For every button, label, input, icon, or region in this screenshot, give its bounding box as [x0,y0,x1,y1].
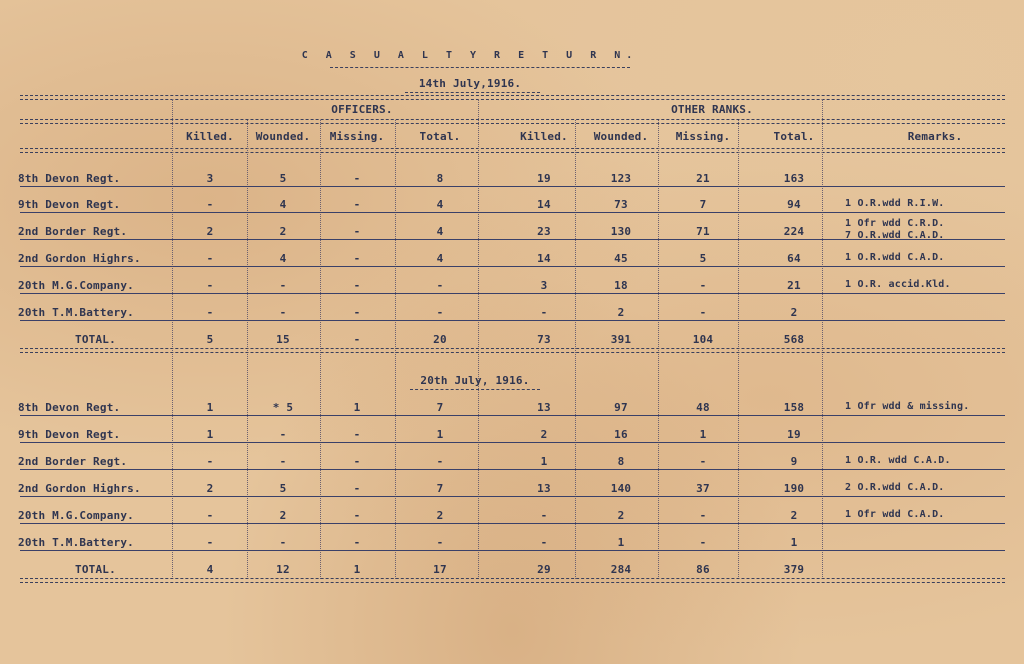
table-cell: 9 [790,455,798,468]
total-cell: 86 [696,563,710,576]
table-cell: 13 [537,482,551,495]
unit-name: 20th M.G.Company. [18,279,134,292]
table-cell: 163 [783,172,805,185]
table-cell: - [436,279,444,292]
total-cell: 73 [537,333,551,346]
document-title: C A S U A L T Y R E T U R N. [301,50,639,61]
total-cell: 17 [433,563,447,576]
unit-name: 2nd Border Regt. [18,225,128,238]
table-cell: - [353,428,361,441]
table-cell: - [353,306,361,319]
table-cell: 130 [610,225,632,238]
total-cell: 379 [783,563,805,576]
table-cell: 5 [699,252,707,265]
table-cell: - [353,225,361,238]
remarks-cell: 1 Ofr wdd C.R.D. [845,218,945,229]
row-rule [20,212,1005,213]
row-rule [20,523,1005,524]
table-cell: 19 [537,172,551,185]
col-header-remarks: Remarks. [907,130,963,143]
table-cell: 2 [206,225,214,238]
col-header-or-missing: Missing. [675,130,731,143]
total-cell: 15 [276,333,290,346]
unit-name: 9th Devon Regt. [18,428,121,441]
table-cell: 1 [540,455,548,468]
unit-name: 2nd Gordon Highrs. [18,482,141,495]
table-cell: - [353,509,361,522]
table-cell: - [436,455,444,468]
total-cell: 104 [692,333,714,346]
unit-name: 8th Devon Regt. [18,172,121,185]
unit-name: 8th Devon Regt. [18,401,121,414]
header-bottom-rule [20,148,1005,153]
unit-name: 2nd Gordon Highrs. [18,252,141,265]
table-cell: 14 [537,198,551,211]
table-cell: 7 [436,482,444,495]
table-cell: 224 [783,225,805,238]
row-rule [20,239,1005,240]
table-cell: 8 [617,455,625,468]
table-cell: 7 [436,401,444,414]
table-cell: 2 [540,428,548,441]
table-cell: 16 [614,428,628,441]
table-cell: 1 [206,428,214,441]
table-cell: - [436,536,444,549]
table-cell: 7 [699,198,707,211]
table-cell: - [353,252,361,265]
table-cell: - [699,536,707,549]
table-cell: 48 [696,401,710,414]
table-cell: * 5 [272,401,294,414]
table-cell: - [540,306,548,319]
table-cell: 94 [787,198,801,211]
header-top-rule [20,95,1005,100]
table-cell: - [353,198,361,211]
table-cell: - [353,482,361,495]
section-date-2: 20th July, 1916. [420,374,530,387]
total-cell: 4 [206,563,214,576]
total-cell: 284 [610,563,632,576]
remarks-cell: 1 O.R. wdd C.A.D. [845,455,951,466]
table-cell: 23 [537,225,551,238]
unit-name: 20th T.M.Battery. [18,536,134,549]
table-cell: 8 [436,172,444,185]
table-cell: - [353,279,361,292]
remarks-cell: 2 O.R.wdd C.A.D. [845,482,945,493]
table-cell: 21 [787,279,801,292]
table-cell: 37 [696,482,710,495]
total-cell: 29 [537,563,551,576]
table-cell: - [699,455,707,468]
table-cell: 19 [787,428,801,441]
col-header-or-wounded: Wounded. [593,130,649,143]
total-cell: 20 [433,333,447,346]
table-cell: - [206,279,214,292]
row-rule [20,496,1005,497]
table-cell: 5 [279,482,287,495]
table-cell: - [699,306,707,319]
table-cell: 3 [540,279,548,292]
group-header-rule [20,119,1005,124]
table-cell: 2 [279,509,287,522]
col-header-or-total: Total. [773,130,815,143]
date-underline-1 [405,92,540,93]
table-cell: 73 [614,198,628,211]
table-cell: 3 [206,172,214,185]
row-rule [20,469,1005,470]
remarks-cell: 7 O.R.wdd C.A.D. [845,230,945,241]
table-cell: 2 [790,306,798,319]
total-cell: - [353,333,361,346]
table-cell: 1 [617,536,625,549]
table-cell: 1 [699,428,707,441]
table-cell: - [206,536,214,549]
table-cell: 71 [696,225,710,238]
table-cell: 190 [783,482,805,495]
table-cell: 21 [696,172,710,185]
remarks-cell: 1 Ofr wdd C.A.D. [845,509,945,520]
table-cell: 2 [436,509,444,522]
table-cell: - [279,536,287,549]
table-cell: 5 [279,172,287,185]
other-ranks-group-header: OTHER RANKS. [671,103,753,116]
col-header-officers-killed: Killed. [186,130,234,143]
row-rule [20,320,1005,321]
col-divider [172,99,173,579]
table-cell: 97 [614,401,628,414]
table-cell: 2 [617,509,625,522]
table-cell: - [206,455,214,468]
row-rule [20,415,1005,416]
table-cell: - [206,306,214,319]
row-rule [20,550,1005,551]
col-divider [478,99,479,579]
remarks-cell: 1 O.R. accid.Kld. [845,279,951,290]
col-divider [822,99,823,579]
total-cell: 5 [206,333,214,346]
table-cell: - [206,509,214,522]
remarks-cell: 1 Ofr wdd & missing. [845,401,970,412]
title-underline [330,67,630,68]
table-cell: 2 [279,225,287,238]
unit-name: 9th Devon Regt. [18,198,121,211]
total-cell: 568 [783,333,805,346]
table-cell: 4 [436,252,444,265]
table-cell: 158 [783,401,805,414]
table-cell: 18 [614,279,628,292]
table-cell: - [279,455,287,468]
table-cell: - [279,279,287,292]
table-cell: 1 [206,401,214,414]
row-rule [20,186,1005,187]
table-cell: 4 [436,198,444,211]
col-header-officers-total: Total. [419,130,461,143]
unit-name: 2nd Border Regt. [18,455,128,468]
table-cell: 2 [790,509,798,522]
col-header-or-killed: Killed. [520,130,568,143]
row-rule [20,266,1005,267]
table-cell: 45 [614,252,628,265]
row-rule [20,442,1005,443]
table-cell: - [540,536,548,549]
total-cell: 1 [353,563,361,576]
section-date-1: 14th July,1916. [418,77,522,90]
total-label: TOTAL. [75,333,116,346]
table-cell: - [699,279,707,292]
table-cell: - [206,198,214,211]
total-rule [20,578,1005,583]
total-cell: 391 [610,333,632,346]
table-cell: 1 [353,401,361,414]
table-cell: 2 [617,306,625,319]
date-underline-2 [410,389,540,390]
table-cell: - [353,455,361,468]
table-cell: - [353,172,361,185]
officers-group-header: OFFICERS. [331,103,393,116]
table-cell: 1 [790,536,798,549]
table-cell: - [699,509,707,522]
row-rule [20,293,1005,294]
col-header-officers-wounded: Wounded. [255,130,311,143]
table-cell: 2 [206,482,214,495]
remarks-cell: 1 O.R.wdd C.A.D. [845,252,945,263]
col-header-officers-missing: Missing. [329,130,385,143]
table-cell: 140 [610,482,632,495]
remarks-cell: 1 O.R.wdd R.I.W. [845,198,945,209]
table-cell: 123 [610,172,632,185]
table-cell: - [279,428,287,441]
table-cell: 4 [279,252,287,265]
table-cell: 4 [279,198,287,211]
unit-name: 20th M.G.Company. [18,509,134,522]
table-cell: 14 [537,252,551,265]
total-label: TOTAL. [75,563,116,576]
unit-name: 20th T.M.Battery. [18,306,134,319]
table-cell: - [279,306,287,319]
table-cell: - [540,509,548,522]
table-cell: 4 [436,225,444,238]
table-cell: - [353,536,361,549]
table-cell: - [436,306,444,319]
table-cell: 1 [436,428,444,441]
total-rule [20,348,1005,353]
table-cell: 13 [537,401,551,414]
table-cell: - [206,252,214,265]
table-cell: 64 [787,252,801,265]
total-cell: 12 [276,563,290,576]
